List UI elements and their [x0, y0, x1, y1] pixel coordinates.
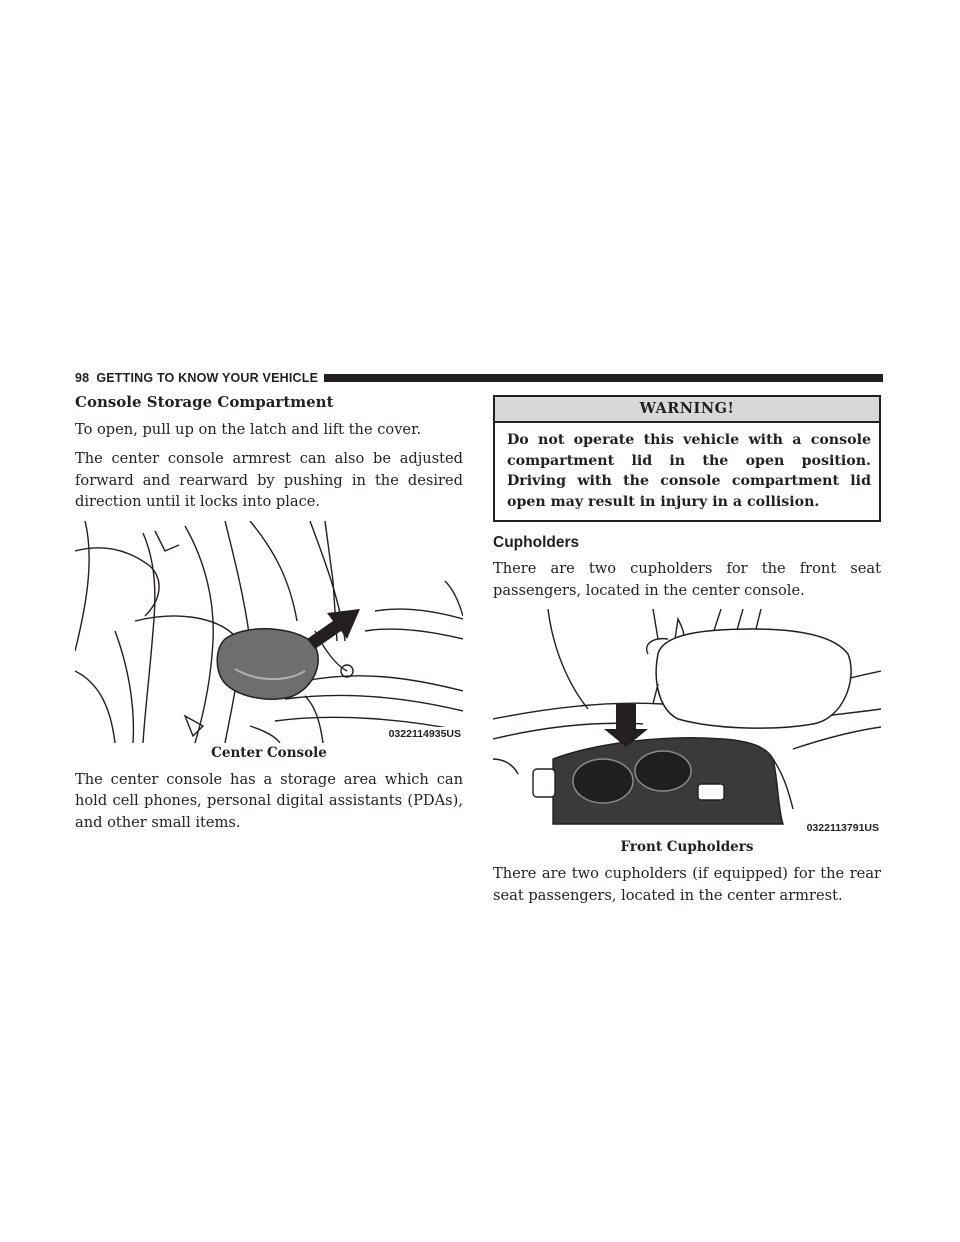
rear-cupholders-paragraph: There are two cupholders (if equipped) for the rear seat passengers, located in the center armrest. [493, 865, 881, 904]
left-column [75, 393, 463, 842]
center-console-caption: Center Console [211, 744, 327, 761]
front-cupholders-caption: Front Cupholders [620, 839, 754, 856]
section-title: GETTING TO KNOW YOUR VEHICLE [96, 371, 319, 385]
cupholders-heading: Cupholders [493, 533, 580, 551]
front-cupholders-figure [493, 609, 881, 837]
header-rule [324, 374, 883, 382]
console-storage-heading: Console Storage Compartment [75, 393, 334, 411]
console-adjust-paragraph: The center console armrest can also be adjusted forward and rearward by pushing in the desired direction until it locks into place. [75, 450, 463, 511]
front-cupholders-illustration [493, 609, 881, 837]
right-column [493, 395, 881, 914]
page-number: 98 [75, 371, 90, 385]
front-cupholders-figure-code: 0322113791US [806, 822, 879, 835]
warning-box [493, 395, 881, 522]
console-open-paragraph: To open, pull up on the latch and lift the cover. [75, 420, 422, 438]
center-console-figure-code: 0322114935US [388, 727, 461, 740]
console-storage-paragraph: The center console has a storage area which can hold cell phones, personal digital assistants (PDAs), and other small items. [75, 770, 463, 832]
page-header [75, 370, 883, 386]
front-cupholders-paragraph: There are two cupholders for the front seat passengers, located in the center console. [493, 559, 881, 599]
warning-title: WARNING! [495, 397, 879, 423]
center-console-illustration [75, 521, 463, 743]
center-console-figure [75, 521, 463, 743]
warning-text: Do not operate this vehicle with a console compartment lid in the open position. Driving with the console compartment lid open may result in injury in a collision. [507, 432, 871, 511]
